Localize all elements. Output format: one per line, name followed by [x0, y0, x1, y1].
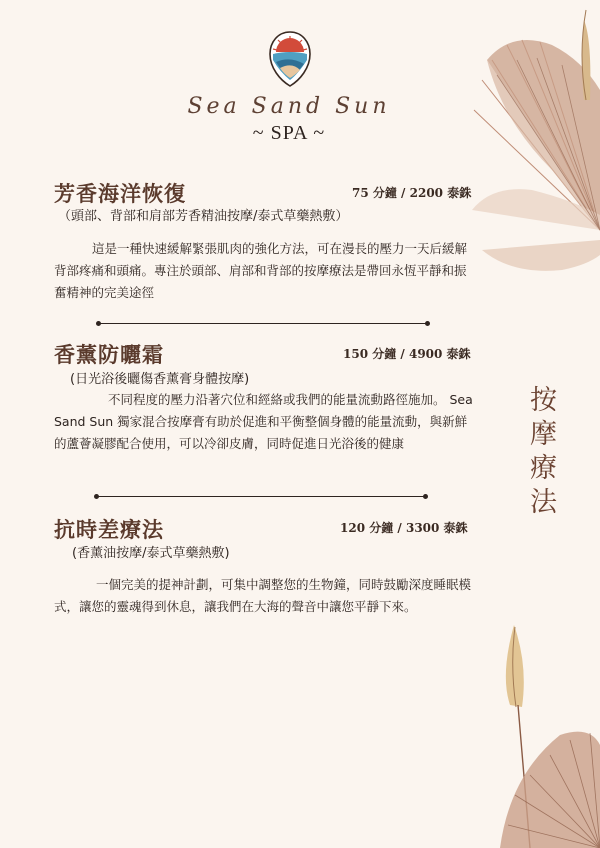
treatment-description: 不同程度的壓力沿著穴位和經絡或我們的能量流動路徑施加。 Sea Sand Sun 獨家混合按摩膏有助於促進和平衡整個身體的能量流動，與新鮮的蘆薈凝膠配合使用，可以冷卻皮膚，同時促進日光浴後的健康 — [54, 392, 473, 451]
treatment-price: 75 分鐘 / 2200 泰銖 — [352, 186, 472, 200]
treatment-detail: （頭部、背部和肩部芳香精油按摩/泰式草藥熱敷） — [58, 209, 349, 224]
treatment-title: 抗時差療法 — [54, 518, 164, 542]
treatment-price: 150 分鐘 / 4900 泰銖 — [343, 347, 471, 361]
treatment-price: 120 分鐘 / 3300 泰銖 — [340, 521, 468, 535]
treatment-title: 香薰防曬霜 — [54, 343, 164, 367]
side-title-vertical — [530, 384, 559, 520]
section-divider — [96, 496, 426, 497]
treatment-description: 一個完美的提神計劃，可集中調整您的生物鐘，同時鼓勵深度睡眠模式，讓您的靈魂得到休息，讓我們在大海的聲音中讓您平靜下來。 — [54, 577, 472, 614]
section-divider — [98, 323, 428, 324]
side-title-char: 法 — [530, 487, 559, 518]
side-title-char: 按 — [530, 385, 559, 416]
treatment-title: 芳香海洋恢復 — [54, 182, 186, 206]
side-title-char: 摩 — [530, 419, 559, 450]
treatment-detail: (香薰油按摩/泰式草藥熱敷) — [72, 546, 230, 561]
palm-leaf-bottom-decoration-icon — [470, 615, 600, 848]
treatment-description: 這是一種快速緩解緊張肌肉的強化方法，可在漫長的壓力一天后緩解背部疼痛和頭痛。專注於頭部、肩部和背部的按摩療法是帶回永恆平靜和振奮精神的完美途徑 — [54, 241, 468, 300]
spa-subtitle: ~ SPA ~ — [252, 122, 326, 144]
side-title-char: 療 — [530, 453, 559, 484]
sea-sand-sun-logo-icon — [268, 30, 312, 88]
palm-leaf-decoration-icon — [452, 0, 600, 330]
treatment-detail: (日光浴後曬傷香薰膏身體按摩) — [70, 372, 250, 387]
brand-name: Sea Sand Sun — [187, 94, 391, 119]
